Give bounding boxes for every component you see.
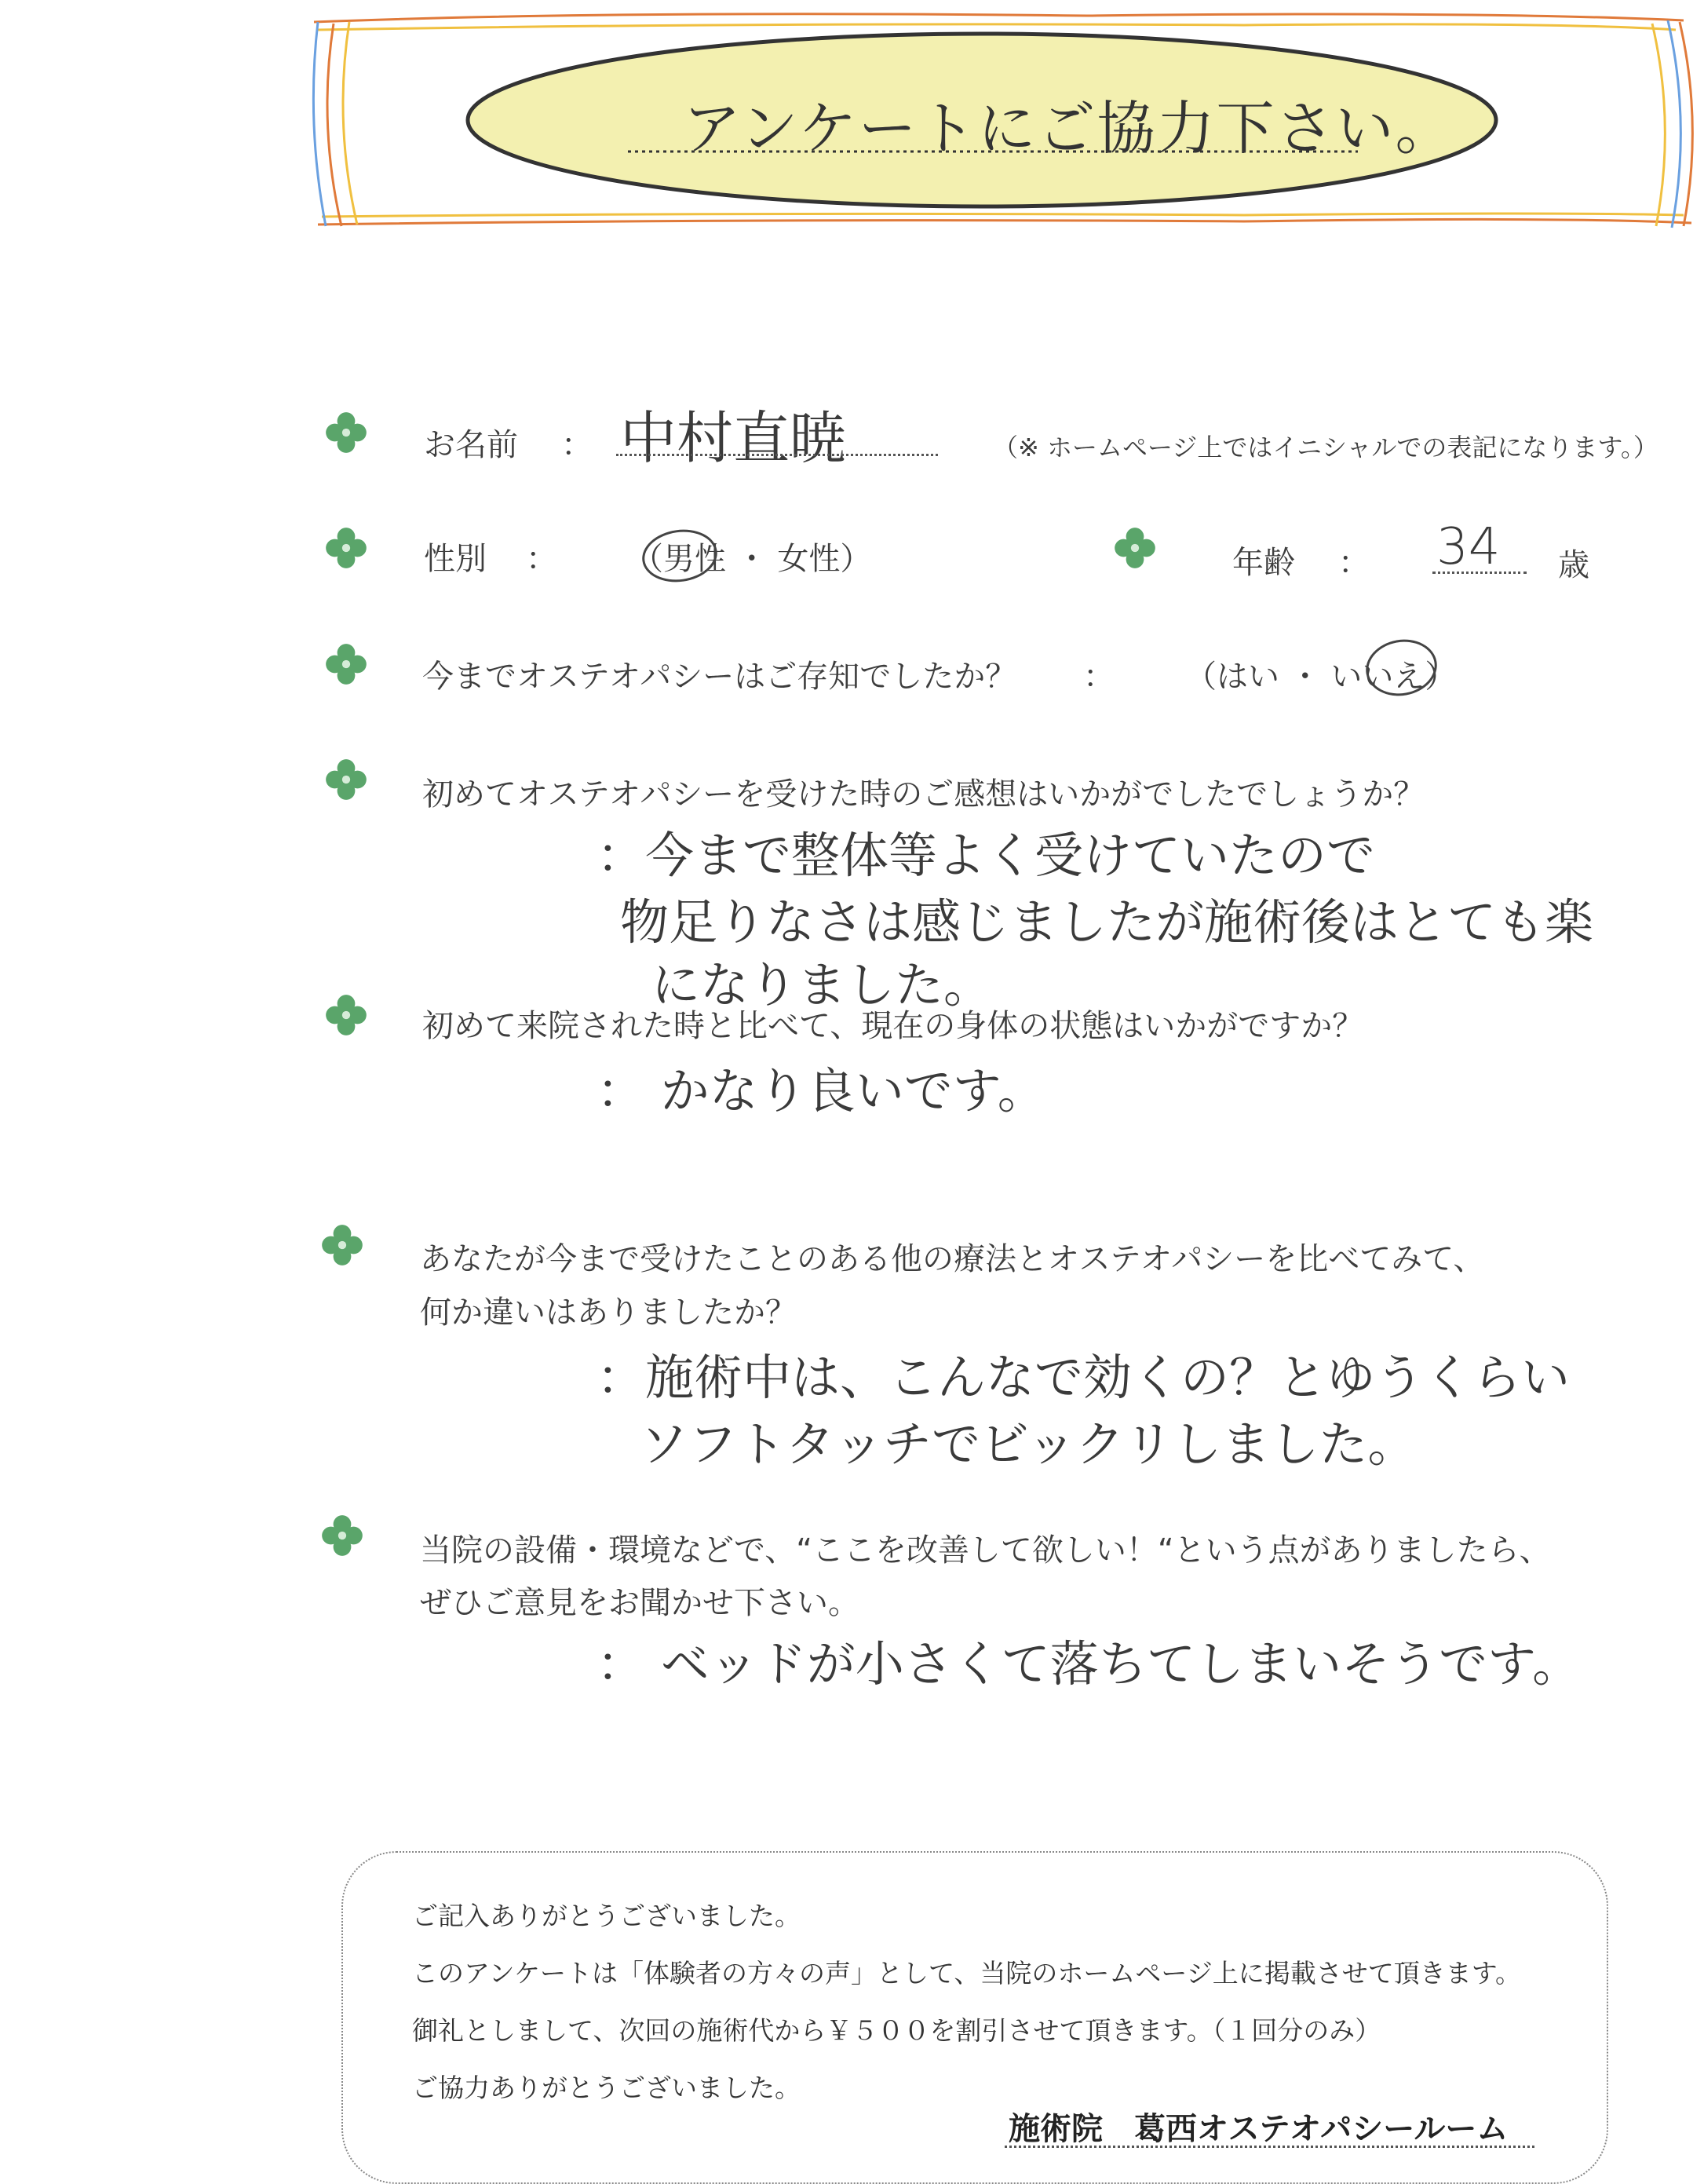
clover-icon	[322, 640, 370, 688]
clover-icon	[322, 524, 370, 572]
compare-answer-line-1: ：施術中は、こんなで効くの？とゆうくらい	[597, 1349, 1571, 1406]
age-underline	[1432, 572, 1527, 574]
clover-icon	[318, 1511, 367, 1560]
page-title: アンケートにご協力下さい。	[683, 95, 1455, 163]
name-label: お名前	[424, 427, 518, 463]
name-value: 中村直暁	[620, 405, 847, 471]
impression-answer-line-1: ：今まで整体等よく受けていたので	[597, 827, 1376, 884]
footer-line-3: 御礼としまして、次回の施術代から￥５００を割引させて頂きます。（１回分のみ）	[412, 2015, 1381, 2046]
age-value: 34	[1436, 518, 1501, 576]
age-colon: ：	[1338, 545, 1370, 581]
q-compare-text-line-1: あなたが今まで受けたことのある他の療法とオステオパシーを比べてみて、	[420, 1241, 1485, 1277]
clover-icon	[318, 1221, 367, 1269]
name-underline	[616, 454, 938, 456]
footer-line-1: ご記入ありがとうございました。	[412, 1901, 801, 1931]
gender-label: 性別	[424, 541, 487, 577]
age-label: 年齢	[1232, 545, 1295, 581]
age-unit: 歳	[1558, 547, 1589, 583]
q-known-options: （はい ・ いいえ）	[1185, 659, 1457, 695]
q-known-colon: ：	[1083, 659, 1115, 695]
condition-answer-line-1: ： かなり良いです。	[597, 1062, 1046, 1119]
clinic-name: 施術院 葛西オステオパシールーム	[1009, 2111, 1509, 2147]
name-colon: ：	[561, 427, 593, 463]
clover-icon	[1111, 524, 1159, 572]
q-improve-text-line-1: 当院の設備・環境などで、“ここを改善して欲しい！“という点がありましたら、	[420, 1532, 1551, 1569]
clover-icon	[322, 408, 370, 457]
footer-line-4: ご協力ありがとうございました。	[412, 2073, 801, 2103]
name-note: （※ ホームページ上ではイニシャルでの表記になります。）	[993, 433, 1658, 462]
clover-icon	[322, 755, 370, 804]
q-compare-text-line-2: 何か違いはありましたか？	[420, 1295, 797, 1331]
impression-answer-line-2: 物足りなさは感じましたが施術後はとても楽	[620, 893, 1594, 951]
improve-answer-line-1: ： ベッドが小さくて落ちてしまいそうです。	[597, 1635, 1582, 1693]
q-impression-text: 初めてオステオパシーを受けた時のご感想はいかがでしたでしょうか？	[422, 776, 1425, 813]
clinic-underline	[1005, 2146, 1534, 2148]
q-known-text: 今までオステオパシーはご存知でしたか？	[422, 659, 1017, 695]
compare-answer-line-2: ソフトタッチでビックリしました。	[640, 1415, 1417, 1473]
clover-icon	[322, 991, 370, 1039]
impression-answer-line-3: になりました。	[651, 956, 993, 1013]
footer-line-2: このアンケートは「体験者の方々の声」として、当院のホームページ上に掲載させて頂きます。	[412, 1958, 1522, 1989]
q-condition-text: 初めて来院された時と比べて、現在の身体の状態はいかがですか？	[422, 1008, 1364, 1044]
gender-options: （男性 ・ 女性）	[632, 541, 872, 577]
gender-colon: ：	[526, 541, 557, 577]
q-improve-text-line-2: ぜひご意見をお聞かせ下さい。	[420, 1585, 859, 1621]
